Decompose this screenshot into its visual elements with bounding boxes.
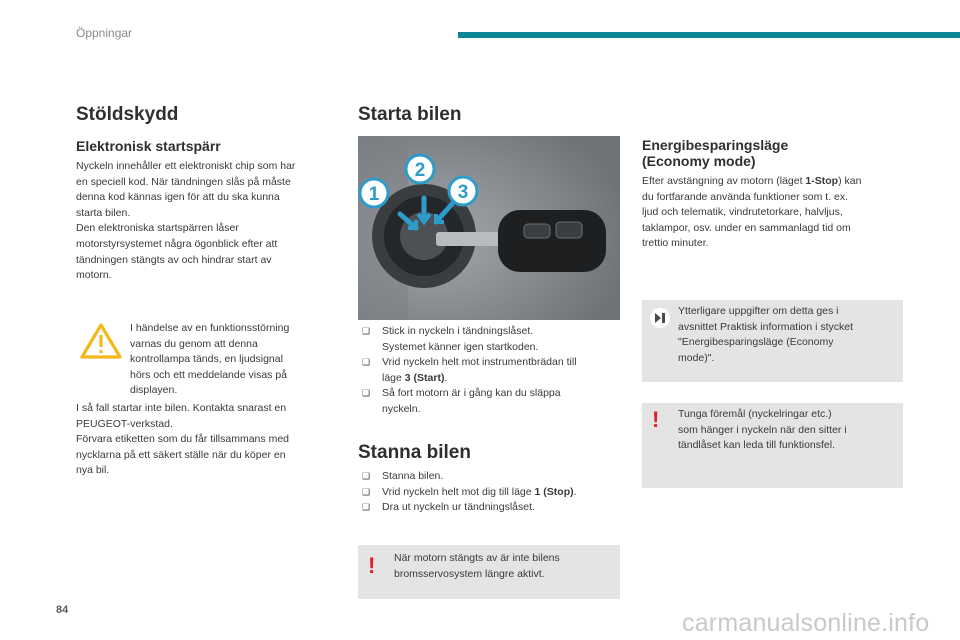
economy-title: Energibesparingsläge (Economy mode): [642, 137, 789, 169]
photo-label-3: [449, 177, 477, 205]
brake-note-text: När motorn stängts av är inte bilens bromsservosystem längre aktivt.: [394, 552, 560, 580]
check-icon: ❑: [362, 486, 371, 497]
exclamation-icon: !: [652, 407, 660, 432]
caution-note-text: Tunga föremål (nyckelringar etc.) som hänger i nyckeln när den sitter i tändlåset kan leda till funktionsfel.: [678, 408, 847, 452]
left-subtitle: Elektronisk startspärr: [76, 138, 221, 154]
photo-label-2: [406, 155, 434, 183]
stop-bullets: [358, 469, 577, 516]
page-number: 84: [56, 604, 69, 616]
photo-label-1: [360, 179, 388, 207]
info-note-text: Ytterligare uppgifter om detta ges i avsnittet Praktisk information i stycket "Energibesparingsläge (Economy mode)".: [678, 305, 854, 364]
svg-text:2: 2: [414, 160, 426, 181]
info-arrow-icon: [650, 308, 670, 328]
watermark: carmanualsonline.info: [682, 609, 930, 637]
warning-icon: [80, 322, 122, 360]
warning-text: I händelse av en funktionsstörning varnas du genom att denna kontrollampa tänds, en ljudsignal hörs och ett meddelande visas på displayen.: [130, 322, 290, 397]
list-item: ❑ Stick in nyckeln i tändningslåset. Systemet känner igen startkoden.: [362, 325, 539, 353]
list-item: ❑ Vrid nyckeln helt mot dig till läge 1 (Stop).: [358, 485, 577, 501]
list-item: ❑ Så fort motorn är i gång kan du släppa nyckeln.: [362, 387, 561, 415]
start-bullets: [358, 324, 577, 418]
middle-title: Starta bilen: [358, 104, 462, 125]
ignition-photo: [358, 136, 620, 320]
svg-text:1: 1: [368, 184, 380, 205]
check-icon: ❑: [362, 326, 371, 336]
exclamation-icon: !: [368, 553, 376, 578]
list-item: ❑ Dra ut nyckeln ur tändningslåset.: [358, 500, 577, 516]
svg-text:3: 3: [457, 182, 469, 203]
left-paragraph: Nyckeln innehåller ett elektroniskt chip som har en speciell kod. När tändningen slås på måste denna kod kännas igen för att du ska kunna starta bilen. Den elektroniska startspärren låser motorstyrsystemet några ögonblick efter att tändningen stängts av och hindrar start av motorn.: [76, 160, 296, 282]
check-icon: ❑: [362, 388, 371, 399]
stop-title: Stanna bilen: [358, 442, 471, 463]
list-item: ❑ Vrid nyckeln helt mot instrumentbrädan till läge 3 (Start).: [362, 356, 577, 384]
check-icon: ❑: [362, 471, 371, 481]
brake-note: [358, 545, 620, 599]
info-note: [642, 300, 903, 382]
check-icon: ❑: [362, 357, 371, 368]
section-label: Öppningar: [76, 26, 133, 40]
header-accent-bar: [458, 32, 960, 38]
economy-paragraph: Efter avstängning av motorn (läget 1-Stop) kan du fortfarande använda funktioner som t. ex. ljud och telematik, vindrutetorkare, halvljus, taklampor, osv. under en sammanlagd tid om trettio minuter.: [642, 175, 862, 250]
caution-note: [642, 403, 903, 488]
left-title: Stöldskydd: [76, 104, 179, 125]
warning-continued: I så fall startar inte bilen. Kontakta snarast en PEUGEOT-verkstad. Förvara etiketten som du får tillsammans med nycklarna på ett säkert ställe när du köper en nya bil.: [76, 402, 289, 477]
list-item: ❑ Stanna bilen.: [358, 469, 577, 485]
check-icon: ❑: [362, 502, 371, 513]
